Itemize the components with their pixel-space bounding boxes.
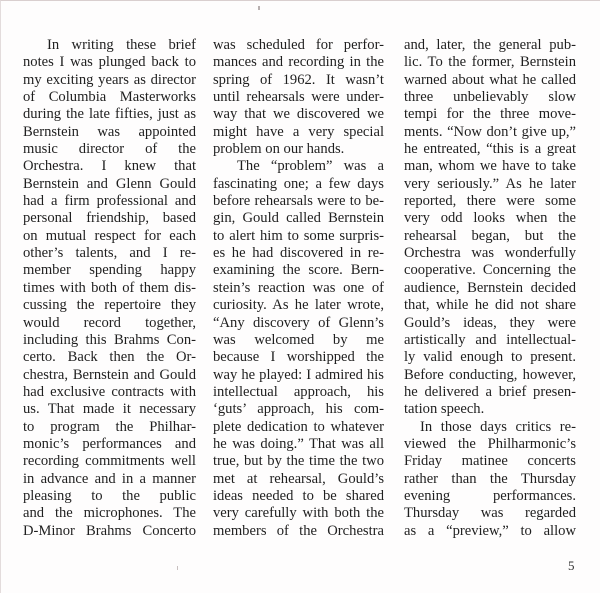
text-line: he delivered a brief presen- <box>404 383 576 400</box>
text-line: curiosity. As he later wrote, <box>213 297 384 314</box>
text-line: as a “preview,” to allow <box>404 522 576 539</box>
text-line: intellectual approach, his <box>213 383 384 400</box>
text-line: and the microphones. The <box>23 505 196 522</box>
text-column-2 <box>213 37 384 540</box>
text-line: gin, Gould called Bernstein <box>213 210 384 227</box>
text-line: fascinating one; a few days <box>213 175 384 192</box>
text-line: very odd looks when the <box>404 210 576 227</box>
text-line: us. That made it necessary <box>23 401 196 418</box>
text-line: chestra, Bernstein and Gould <box>23 366 196 383</box>
text-line: Friday matinee concerts <box>404 453 576 470</box>
text-line: that, while he did not share <box>404 297 576 314</box>
text-column-3 <box>404 37 576 540</box>
text-line: certo. Back then the Or- <box>23 349 196 366</box>
text-line: viewed the Philharmonic’s <box>404 435 576 452</box>
text-line: might have a very special <box>213 123 384 140</box>
text-line: monic’s performances and <box>23 435 196 452</box>
page-number: 5 <box>568 558 575 573</box>
text-line: member spending happy <box>23 262 196 279</box>
text-line: The “problem” was a <box>237 158 384 175</box>
text-line: ideas needed to be shared <box>213 487 384 504</box>
text-line: problem on our hands. <box>213 141 345 158</box>
text-line: mances and recording in the <box>213 54 384 71</box>
text-line: Thursday was regarded <box>404 505 576 522</box>
text-line: D-Minor Brahms Concerto <box>23 522 196 539</box>
text-line: ments. “Now don’t give up,” <box>404 123 576 140</box>
text-line: he was doing.” That was all <box>213 435 384 452</box>
text-line: on mutual respect for each <box>23 227 196 244</box>
text-line: to program the Philhar- <box>23 418 196 435</box>
text-line: would record together, <box>23 314 196 331</box>
print-mark <box>258 6 260 10</box>
text-line: three unbelievably slow <box>404 89 576 106</box>
text-line: ly valid enough to present. <box>404 349 576 366</box>
text-line: to alert him to some surpris- <box>213 227 384 244</box>
text-line: my exciting years as director <box>23 71 196 88</box>
text-line: was scheduled for perfor- <box>213 37 384 53</box>
text-line: until rehearsals were under- <box>213 89 384 106</box>
text-line: other’s talents, and I re- <box>23 245 196 262</box>
text-line: In those days critics re- <box>420 418 576 435</box>
text-line: way that we discovered we <box>213 106 384 123</box>
text-line: met at rehearsal, Gould’s <box>213 470 384 487</box>
text-line: ‘guts’ approach, his com- <box>213 401 384 418</box>
text-line: before rehearsals were to be- <box>213 193 384 210</box>
text-line: in advance and in a manner <box>23 470 196 487</box>
text-line: Before conducting, however, <box>404 366 576 383</box>
text-line: examining the score. Bern- <box>213 262 384 279</box>
text-line: Gould’s ideas, they were <box>404 314 576 331</box>
text-line: he entreated, “this is a great <box>404 141 576 158</box>
text-line: man, whom we have to take <box>404 158 576 175</box>
text-line: es he had discovered in re- <box>213 245 384 262</box>
text-line: very seriously.” As he later <box>404 175 576 192</box>
text-line: warned about what he called <box>404 71 576 88</box>
print-mark <box>177 566 178 570</box>
text-line: including this Brahms Con- <box>23 331 196 348</box>
text-line: way he played: I admired his <box>213 366 384 383</box>
text-line: members of the Orchestra <box>213 522 384 539</box>
text-line: because I worshipped the <box>213 349 384 366</box>
text-line: true, but by the time the two <box>213 453 384 470</box>
text-line: In writing these brief <box>47 37 196 53</box>
text-line: during the late fifties, just as <box>23 106 196 123</box>
text-line: “Any discovery of Glenn’s <box>213 314 384 331</box>
text-line: cussing the repertoire they <box>23 297 196 314</box>
text-line: tation speech. <box>404 401 485 418</box>
text-line: lic. To the former, Bernstein <box>404 54 576 71</box>
text-line: stein’s reaction was one of <box>213 279 384 296</box>
text-line: of Columbia Masterworks <box>23 89 196 106</box>
text-line: Bernstein and Glenn Gould <box>23 175 196 192</box>
text-line: times with both of them dis- <box>23 279 196 296</box>
text-line: audience, Bernstein decided <box>404 279 576 296</box>
text-line: rather than the Thursday <box>404 470 576 487</box>
text-line: recording commitments well <box>23 453 196 470</box>
text-line: had exclusive contracts with <box>23 383 196 400</box>
text-line: Bernstein was appointed <box>23 123 196 140</box>
text-line: plete dedication to whatever <box>213 418 384 435</box>
text-line: cooperative. Concerning the <box>404 262 576 279</box>
text-line: was welcomed by me <box>213 331 384 348</box>
text-line: spring of 1962. It wasn’t <box>213 71 384 88</box>
text-line: tempi for the three move- <box>404 106 576 123</box>
text-line: music director of the <box>23 141 196 158</box>
text-line: reported, there were some <box>404 193 576 210</box>
text-column-1 <box>23 37 196 540</box>
text-line: Orchestra. I knew that <box>23 158 196 175</box>
text-line: notes I was plunged back to <box>23 54 196 71</box>
text-line: had a firm professional and <box>23 193 196 210</box>
text-line: personal friendship, based <box>23 210 196 227</box>
text-line: rehearsal began, but the <box>404 227 576 244</box>
text-line: Orchestra was wonderfully <box>404 245 576 262</box>
text-line: very carefully with both the <box>213 505 384 522</box>
text-line: artistically and intellectual- <box>404 331 576 348</box>
text-line: evening performances. <box>404 487 576 504</box>
text-line: and, later, the general pub- <box>404 37 576 53</box>
text-line: pleasing to the public <box>23 487 196 504</box>
